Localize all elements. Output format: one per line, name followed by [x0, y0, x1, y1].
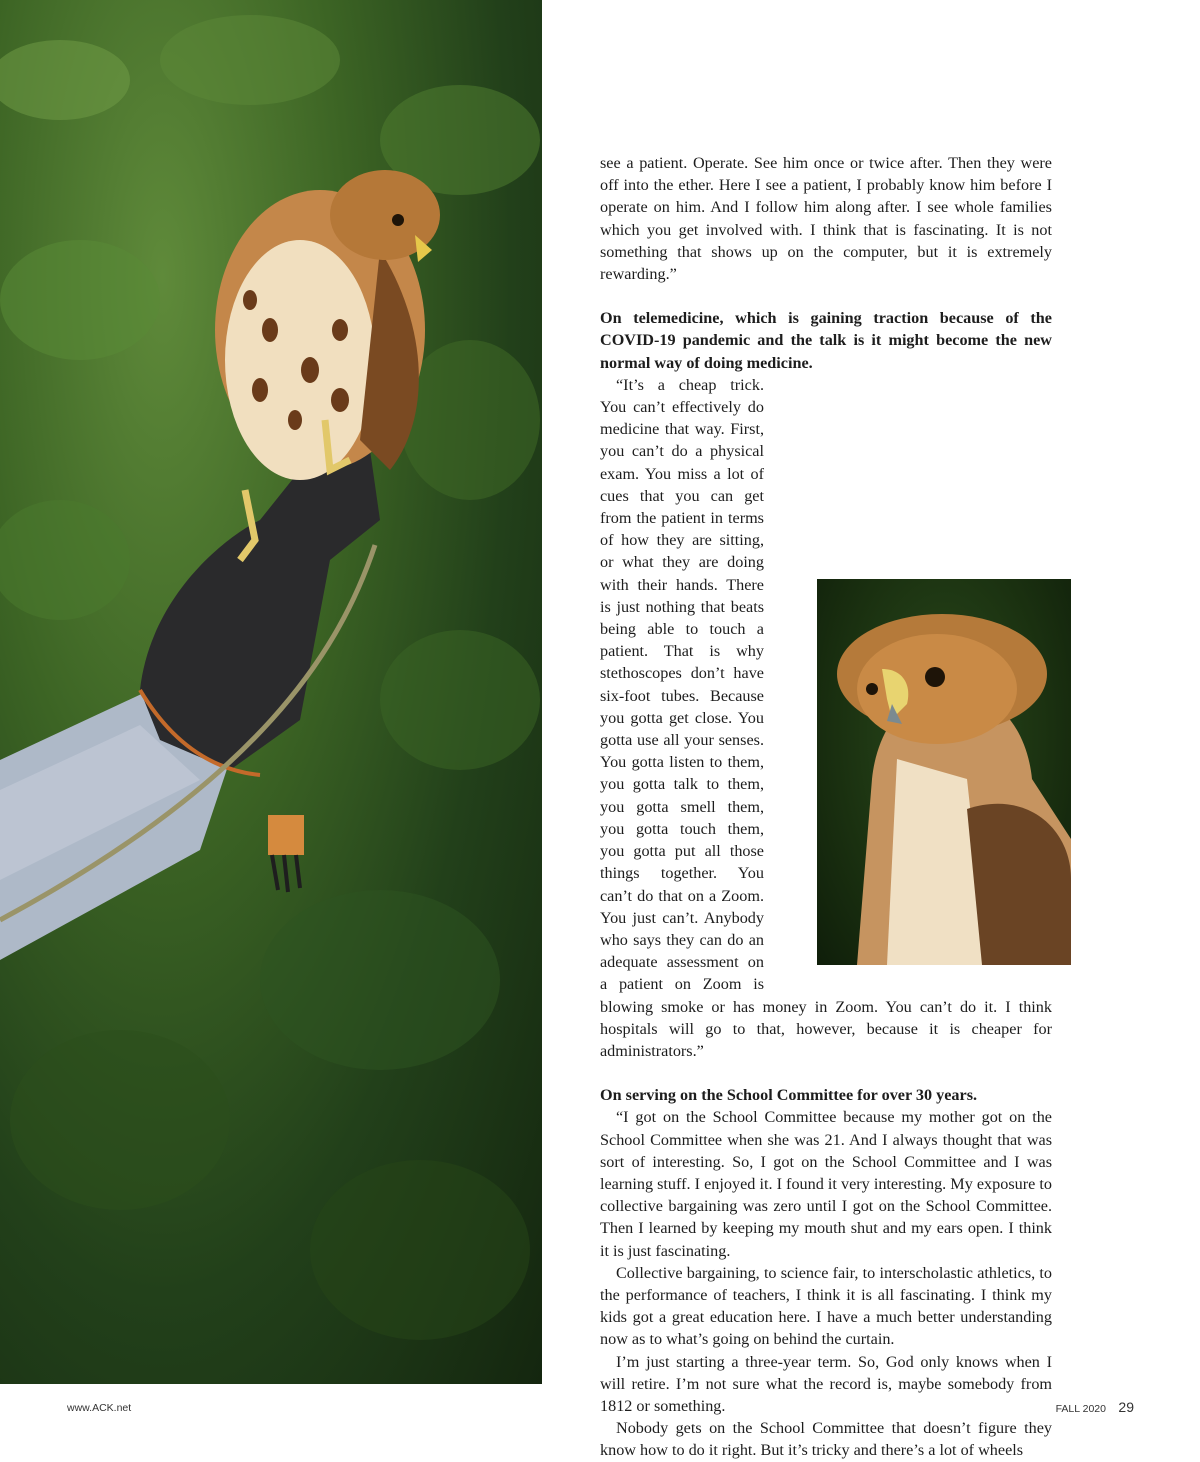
paragraph: Collective bargaining, to science fair, to interscholastic athletics, to the performance of teachers, I think it is all fascinating. I think my kids got a great education here. I have a much better understanding now as to what’s going on behind the curtain. — [600, 1263, 1052, 1349]
page-number: 29 — [1118, 1399, 1134, 1415]
paragraph: I’m just starting a three-year term. So, God only knows when I will retire. I’m not sure what the record is, maybe somebody from 1812 or something. — [600, 1352, 1052, 1415]
website-url: www.ACK.net — [67, 1402, 132, 1414]
question-heading: On serving on the School Committee for over 30 years. — [600, 1086, 978, 1105]
paragraph: “I got on the School Committee because my mother got on the School Committee when she was 21. And I always thought that was sort of interesting. So, I got on the School Committee and I was learning stuff. I enjoyed it. I found it very interesting. My exposure to collective bargaining was zero until I got on the School Committee. Then I learned by keeping my mouth shut and my ears open. I think it is just fascinating. — [600, 1108, 1052, 1260]
hawk-on-glove-photo — [0, 0, 542, 1384]
paragraph: Nobody gets on the School Committee that doesn’t figure they know how to do it right. But it’s tricky and there’s a lot of wheels — [600, 1419, 1052, 1460]
page-footer — [1056, 1399, 1134, 1417]
image-float-space — [774, 549, 1052, 979]
hawk-on-glove-illustration — [0, 0, 542, 1384]
paragraph: “It’s a cheap trick. You can’t effectively do medicine that way. First, you can’t do a physical exam. You miss a lot of cues that you can get from the patient in terms of how they are sitting, or what they are doing with their hands. There is just nothing that beats being able to touch a patient. That is why stethoscopes don’t have six-foot tubes. Because you gotta get close. You gotta use all your senses. You gotta listen to them, you gotta talk to them, you gotta smell them, you gotta touch them, you gotta put all those things together. You can’t do that on a Zoom. You just can’t. Anybody who says they can do an adequate assessment on a patient on Zoom is blowing smoke or has money in Zoom. You can’t do it. I think hospitals will go to that, however, because it is cheaper for administrators.” — [600, 375, 1052, 1060]
paragraph: see a patient. Operate. See him once or twice after. Then they were off into the ether. Here I see a patient, I probably know him before I operate on him. And I follow him along after. I see whole families which you get involved with. I think that is fascinating. It is not something that shows up on the computer, but it is extremely rewarding.” — [600, 154, 1052, 284]
issue-label: FALL 2020 — [1055, 1403, 1106, 1415]
question-heading: On telemedicine, which is gaining traction because of the COVID-19 pandemic and the talk is it might become the new normal way of doing medicine. — [600, 309, 1052, 372]
article-body — [600, 152, 1052, 1462]
